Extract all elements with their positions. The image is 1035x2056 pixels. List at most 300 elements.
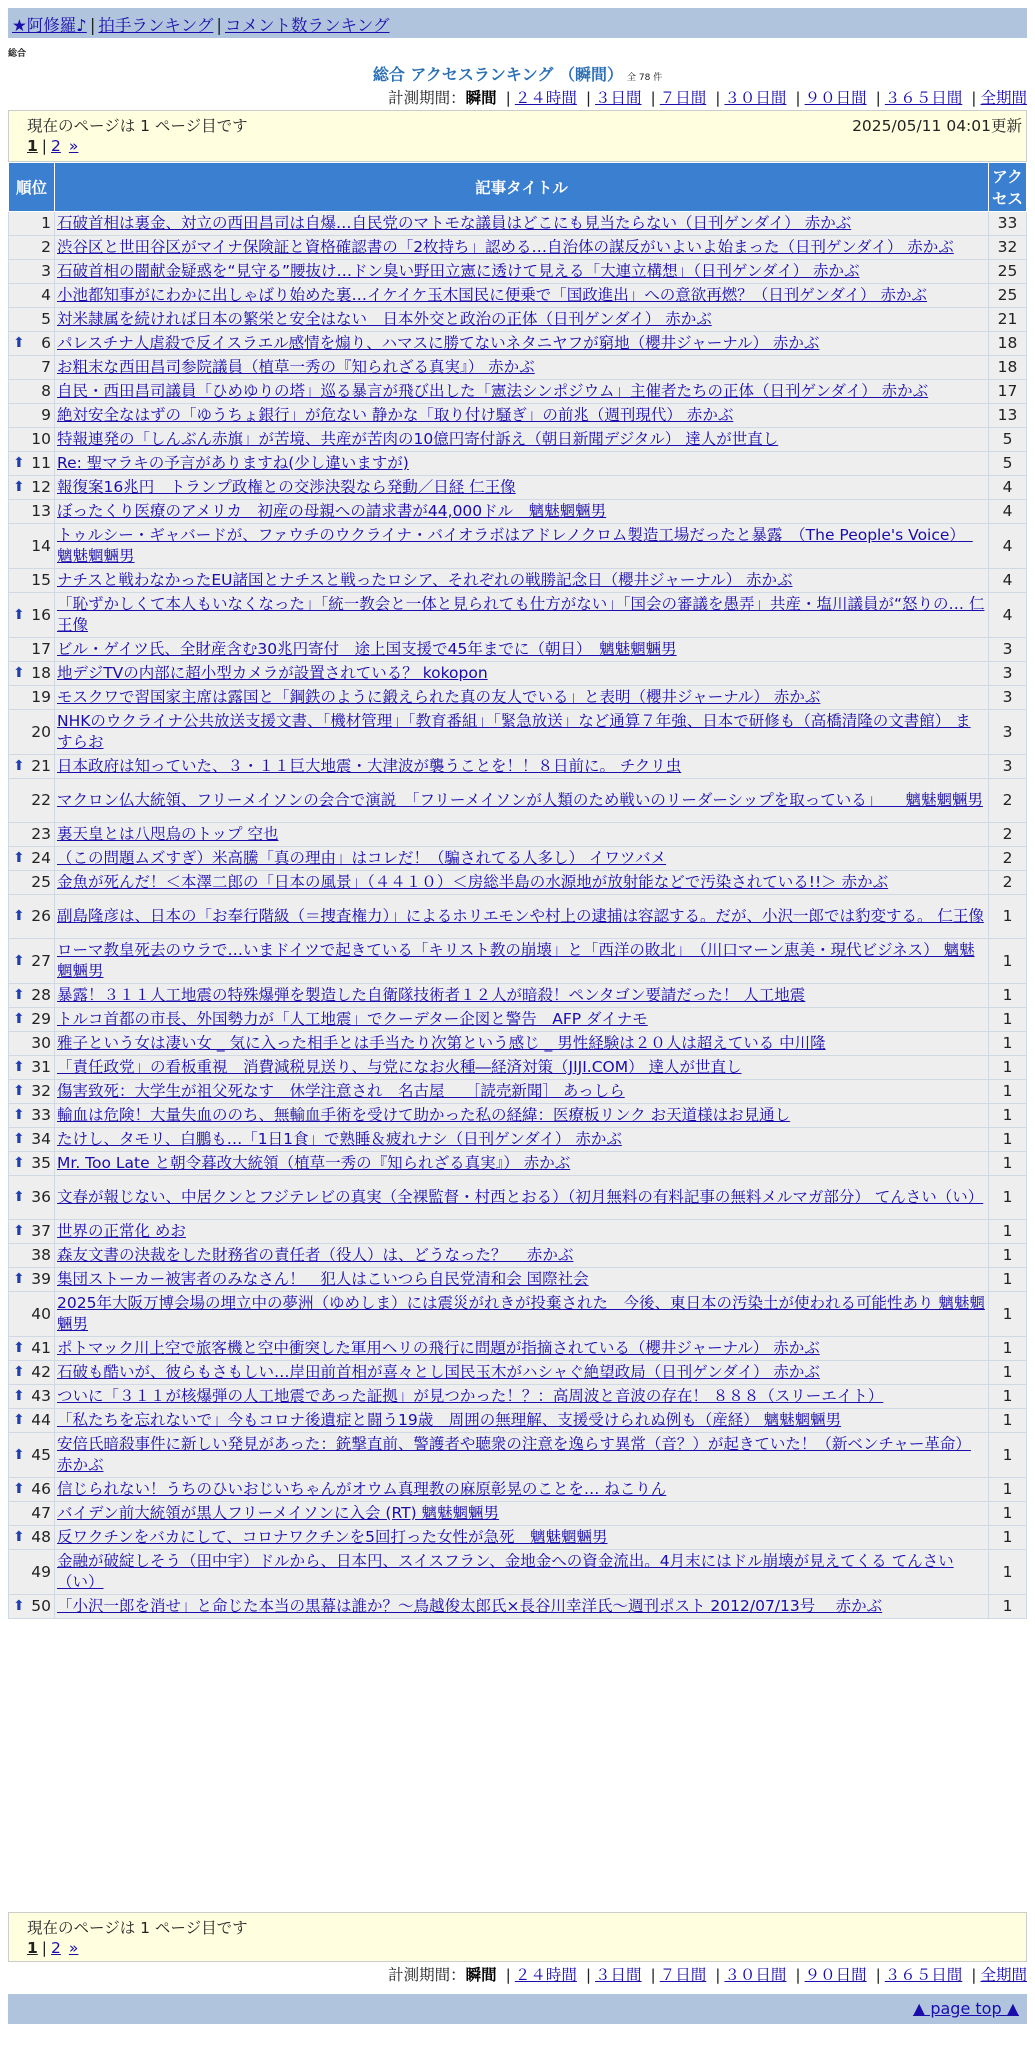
article-title-link[interactable]: 集団ストーカー被害者のみなさん！ 犯人はこいつら自民党清和会 国際社会 [57, 1270, 589, 1288]
article-title-link[interactable]: 対米隷属を続ければ日本の繁栄と安全はない 日本外交と政治の正体（日刊ゲンダイ） 赤かぶ [57, 310, 712, 328]
rank-cell [9, 476, 55, 500]
rank-up-arrow-icon: ⬆ [13, 1223, 25, 1239]
access-count: 3 [989, 638, 1027, 662]
access-count: 1 [989, 1550, 1027, 1595]
table-row [9, 524, 1027, 569]
rank-cell [9, 1244, 55, 1268]
rank-cell [9, 710, 55, 755]
article-title-link[interactable]: 「私たちを忘れないで」今もコロナ後遺症と闘う19歳 周囲の無理解、支援受けられぬ例も（産経） 魑魅魍魎男 [57, 1411, 842, 1429]
rank-up-arrow-icon: ⬆ [13, 1131, 25, 1147]
access-count: 25 [989, 284, 1027, 308]
title-cell [55, 1032, 989, 1056]
title-cell [55, 1433, 989, 1478]
access-count: 2 [989, 823, 1027, 847]
article-title-link[interactable]: パレスチナ人虐殺で反イスラエル感情を煽り、ハマスに勝てないネタニヤフが窮地（櫻井ジャーナル） 赤かぶ [57, 334, 820, 352]
page-info-text: 現在のページは 1 ページ目です [27, 1919, 248, 1937]
rank-cell [9, 1550, 55, 1595]
article-title-link[interactable]: 森友文書の決裁をした財務省の責任者（役人）は、どうなった？ 赤かぶ [57, 1246, 574, 1264]
article-title-link[interactable]: 石破首相は裏金、対立の西田昌司は自爆…自民党のマトモな議員はどこにも見当たらない（日刊ゲンダイ） 赤かぶ [57, 214, 852, 232]
period-link-365d[interactable]: ３６５日間 [884, 1966, 963, 1984]
rank-up-arrow-icon: ⬆ [13, 455, 25, 471]
table-row [9, 1176, 1027, 1220]
rank-number: 12 [31, 478, 51, 496]
period-current: 瞬間 [465, 89, 497, 107]
table-row [9, 500, 1027, 524]
clap-ranking-link[interactable]: 拍手ランキング [98, 16, 214, 35]
ranking-title: 総合 アクセスランキング （瞬間） [372, 65, 623, 84]
article-title-link[interactable]: 裏天皇とは八咫烏のトップ 空也 [57, 825, 279, 843]
rank-cell [9, 662, 55, 686]
period-link-90d[interactable]: ９０日間 [804, 1966, 867, 1984]
access-count: 4 [989, 500, 1027, 524]
period-link-24h[interactable]: ２４時間 [514, 1966, 577, 1984]
rank-up-arrow-icon: ⬆ [13, 1189, 25, 1205]
access-count: 3 [989, 755, 1027, 779]
article-title-link[interactable]: 傷害致死：大学生が祖父死なす 休学注意され 名古屋 ［読売新聞］ あっしら [57, 1082, 625, 1100]
article-title-link[interactable]: 雅子という女は凄い女 _ 気に入った相手とは手当たり次第という感じ _ 男性経験は２０人は超えている 中川隆 [57, 1034, 826, 1052]
updated-timestamp: 2025/05/11 04:01更新 [852, 117, 1022, 135]
title-cell [55, 1244, 989, 1268]
table-row [9, 847, 1027, 871]
article-title-link[interactable]: 信じられない！うちのひいおじいちゃんがオウム真理教の麻原彰晃のことを… ねこりん [57, 1480, 667, 1498]
access-count: 5 [989, 428, 1027, 452]
rank-number: 18 [31, 664, 51, 682]
access-count: 3 [989, 710, 1027, 755]
rank-number: 30 [31, 1034, 51, 1052]
rank-cell [9, 452, 55, 476]
rank-number: 41 [31, 1339, 51, 1357]
article-title-link[interactable]: ぼったくり医療のアメリカ 初産の母親への請求書が44,000ドル 魑魅魍魎男 [57, 502, 607, 520]
pager-page-2[interactable]: 2 [51, 137, 61, 155]
rank-cell [9, 1176, 55, 1220]
title-cell [55, 332, 989, 356]
access-count: 1 [989, 1104, 1027, 1128]
rank-cell [9, 1433, 55, 1478]
period-link-all[interactable]: 全期間 [980, 1966, 1027, 1984]
rank-up-arrow-icon: ⬆ [13, 1155, 25, 1171]
article-title-link[interactable]: 「小沢一郎を消せ」と命じた本当の黒幕は誰か？～鳥越俊太郎氏×長谷川幸洋氏～週刊ポスト 2012/07/13号 赤かぶ [57, 1597, 883, 1615]
article-title-link[interactable]: 輸血は危険！大量失血ののち、無輸血手術を受けて助かった私の経緯：医療板リンク お天道様はお見通し [57, 1106, 791, 1124]
pager: 1 | 2 » [27, 137, 79, 155]
article-title-link[interactable]: 石破も酷いが、彼らもさもしい…岸田前首相が喜々とし国民玉木がハシャぐ絶望政局（日刊ゲンダイ） 赤かぶ [57, 1363, 820, 1381]
title-cell [55, 895, 989, 939]
access-count: 1 [989, 1526, 1027, 1550]
period-link-30d[interactable]: ３０日間 [724, 1966, 787, 1984]
rank-number: 44 [31, 1411, 51, 1429]
rank-number: 46 [31, 1480, 51, 1498]
period-link-3d[interactable]: ３日間 [595, 89, 642, 107]
page-info-box-bottom [8, 1912, 1027, 1962]
rank-cell [9, 524, 55, 569]
access-count: 1 [989, 1152, 1027, 1176]
access-count: 13 [989, 404, 1027, 428]
article-title-link[interactable]: 金魚が死んだ！＜本澤二郎の「日本の風景」（４４１０）＜房総半島の水源地が放射能などで汚染されている!!＞ 赤かぶ [57, 873, 889, 891]
title-cell [55, 1152, 989, 1176]
nav-separator: | [89, 16, 96, 35]
table-row [9, 1152, 1027, 1176]
period-link-90d[interactable]: ９０日間 [804, 89, 867, 107]
article-title-link[interactable]: ついに「３１１が核爆弾の人工地震であった証拠」が見つかった！？：高周波と音波の存在！ ８８８（スリーエイト） [57, 1387, 884, 1405]
rank-cell [9, 356, 55, 380]
title-cell [55, 984, 989, 1008]
table-row [9, 1478, 1027, 1502]
pager-next[interactable]: » [68, 1939, 79, 1957]
period-link-30d[interactable]: ３０日間 [724, 89, 787, 107]
title-cell [55, 1337, 989, 1361]
access-count: 1 [989, 1268, 1027, 1292]
rank-up-arrow-icon: ⬆ [13, 1388, 25, 1404]
period-selector-bottom: 計測期間：瞬間 | ２４時間 | ３日間 | ７日間 | ３０日間 | ９０日間 | ３６５日間 | 全期間 [388, 1966, 1027, 1984]
table-row [9, 404, 1027, 428]
table-row [9, 1056, 1027, 1080]
table-row [9, 308, 1027, 332]
title-cell [55, 1104, 989, 1128]
rank-cell [9, 1008, 55, 1032]
rank-cell [9, 871, 55, 895]
rank-up-arrow-icon: ⬆ [13, 1481, 25, 1497]
table-row [9, 1104, 1027, 1128]
rank-cell [9, 1080, 55, 1104]
rank-cell [9, 404, 55, 428]
title-cell [55, 1176, 989, 1220]
article-title-link[interactable]: 地デジTVの内部に超小型カメラが設置されている？ kokopon [57, 664, 488, 682]
rank-up-arrow-icon: ⬆ [13, 665, 25, 681]
page-info-box [8, 110, 1027, 162]
article-title-link[interactable]: （この問題ムズすぎ）米高騰「真の理由」はコレだ！（騙されてる人多し） イワツバメ [57, 849, 667, 867]
rank-cell [9, 1268, 55, 1292]
rank-cell [9, 500, 55, 524]
rank-up-arrow-icon: ⬆ [13, 335, 25, 351]
article-title-link[interactable]: バイデン前大統領が黒人フリーメイソンに入会 (RT) 魑魅魍魎男 [57, 1504, 500, 1522]
table-row [9, 260, 1027, 284]
rank-number: 40 [31, 1304, 51, 1323]
rank-number: 14 [31, 536, 51, 555]
rank-number: 42 [31, 1363, 51, 1381]
access-count: 1 [989, 1008, 1027, 1032]
table-row [9, 984, 1027, 1008]
access-count: 1 [989, 1244, 1027, 1268]
title-cell [55, 500, 989, 524]
title-cell [55, 1385, 989, 1409]
rank-number: 48 [31, 1528, 51, 1546]
title-cell [55, 1550, 989, 1595]
article-title-link[interactable]: 金融が破綻しそう（田中宇）ドルから、日本円、スイスフラン、金地金への資金流出。4月末にはドル崩壊が見えてくる てんさい（い） [57, 1552, 954, 1591]
access-count: 1 [989, 1220, 1027, 1244]
access-count: 1 [989, 1056, 1027, 1080]
access-count: 32 [989, 236, 1027, 260]
period-link-7d[interactable]: ７日間 [659, 1966, 707, 1984]
article-title-link[interactable]: モスクワで習国家主席は露国と「鋼鉄のように鍛えられた真の友人でいる」と表明（櫻井ジャーナル） 赤かぶ [57, 688, 821, 706]
article-title-link[interactable]: マクロン仏大統領、フリーメイソンの会合で演説 「フリーメイソンが人類のため戦いのリーダーシップを取っている」 魑魅魍魎男 [57, 791, 983, 809]
article-title-link[interactable]: ローマ教皇死去のウラで…いまドイツで起きている「キリスト教の崩壊」と「西洋の敗北」 （川口マーン恵美・現代ビジネス） 魑魅魍魎男 [57, 941, 975, 980]
title-cell [55, 755, 989, 779]
home-link[interactable]: ★阿修羅♪ [12, 16, 87, 35]
article-title-link[interactable]: 文春が報じない、中居クンとフジテレビの真実（全裸監督・村西とおる）（初月無料の有料記事の無料メルマガ部分） てんさい（い） [57, 1188, 984, 1206]
rank-number: 32 [31, 1082, 51, 1100]
access-count: 25 [989, 260, 1027, 284]
table-row [9, 710, 1027, 755]
title-cell [55, 1008, 989, 1032]
rank-up-arrow-icon: ⬆ [13, 606, 25, 623]
access-count: 2 [989, 871, 1027, 895]
rank-cell [9, 332, 55, 356]
rank-cell [9, 823, 55, 847]
article-title-link[interactable]: 石破首相の闇献金疑惑を“見守る”腰抜け…ドン臭い野田立憲に透けて見える「大連立構想」（日刊ゲンダイ） 赤かぶ [57, 262, 860, 280]
rank-cell [9, 1361, 55, 1385]
access-count: 17 [989, 380, 1027, 404]
rank-cell [9, 779, 55, 823]
rank-cell [9, 1128, 55, 1152]
article-title-link[interactable]: 自民・西田昌司議員「ひめゆりの塔」巡る暴言が飛び出した「憲法シンポジウム」主催者たちの正体（日刊ゲンダイ） 赤かぶ [57, 382, 929, 400]
title-cell [55, 593, 989, 638]
table-row [9, 284, 1027, 308]
table-row [9, 476, 1027, 500]
table-row [9, 1220, 1027, 1244]
access-count: 3 [989, 686, 1027, 710]
access-count: 4 [989, 476, 1027, 500]
article-title-link[interactable]: ナチスと戦わなかったEU諸国とナチスと戦ったロシア、それぞれの戦勝記念日（櫻井ジャーナル） 赤かぶ [57, 571, 793, 589]
article-title-link[interactable]: 副島隆彦は、日本の「お奉行階級（＝捜査権力）」によるホリエモンや村上の逮捕は容認する。だが、小沢一郎では豹変する。 仁王像 [57, 907, 984, 925]
title-cell [55, 380, 989, 404]
title-cell [55, 662, 989, 686]
rank-cell [9, 284, 55, 308]
rank-number: 21 [31, 757, 51, 775]
article-title-link[interactable]: お粗末な西田昌司参院議員（植草一秀の『知られざる真実』） 赤かぶ [57, 358, 535, 376]
rank-number: 11 [31, 454, 51, 472]
rank-number: 50 [31, 1597, 51, 1615]
title-cell [55, 404, 989, 428]
article-title-link[interactable]: 絶対安全なはずの「ゆうちょ銀行」が危ない 静かな「取り付け騒ぎ」の前兆（週刊現代） 赤かぶ [57, 406, 734, 424]
access-count: 1 [989, 1032, 1027, 1056]
rank-up-arrow-icon: ⬆ [13, 1340, 25, 1356]
rank-number: 16 [31, 605, 51, 624]
title-cell [55, 476, 989, 500]
rank-cell [9, 428, 55, 452]
rank-cell [9, 1502, 55, 1526]
title-cell [55, 823, 989, 847]
period-label: 計測期間： [388, 1966, 466, 1984]
title-cell [55, 779, 989, 823]
rank-number: 22 [31, 791, 51, 809]
table-row [9, 1337, 1027, 1361]
title-cell [55, 236, 989, 260]
article-title-link[interactable]: 特報連発の「しんぶん赤旗」が苦境、共産が苦肉の10億円寄付訴え（朝日新聞デジタル） 達人が世直し [57, 430, 779, 448]
rank-up-arrow-icon: ⬆ [13, 987, 25, 1003]
table-row [9, 779, 1027, 823]
page-title [0, 62, 1035, 85]
access-count: 33 [989, 212, 1027, 236]
access-count: 4 [989, 524, 1027, 569]
rank-number: 26 [31, 907, 51, 925]
access-count: 5 [989, 452, 1027, 476]
access-count: 2 [989, 847, 1027, 871]
table-row [9, 686, 1027, 710]
article-title-link[interactable]: 世界の正常化 めお [57, 1222, 186, 1240]
access-count: 1 [989, 1080, 1027, 1104]
rank-number: 43 [31, 1387, 51, 1405]
table-row [9, 1385, 1027, 1409]
table-row [9, 662, 1027, 686]
rank-up-arrow-icon: ⬆ [13, 952, 25, 969]
rank-cell [9, 755, 55, 779]
table-row [9, 1292, 1027, 1337]
access-count: 1 [989, 984, 1027, 1008]
table-row [9, 332, 1027, 356]
rank-cell [9, 1385, 55, 1409]
access-count: 1 [989, 939, 1027, 984]
period-link-365d[interactable]: ３６５日間 [884, 89, 963, 107]
title-cell [55, 686, 989, 710]
rank-cell [9, 260, 55, 284]
title-cell [55, 308, 989, 332]
title-cell [55, 452, 989, 476]
access-count: 18 [989, 356, 1027, 380]
access-count: 1 [989, 1502, 1027, 1526]
period-link-3d[interactable]: ３日間 [595, 1966, 642, 1984]
period-link-all[interactable]: 全期間 [980, 89, 1027, 107]
rank-cell [9, 895, 55, 939]
rank-number: 7 [41, 358, 51, 376]
title-cell [55, 1080, 989, 1104]
table-row [9, 1361, 1027, 1385]
table-row [9, 356, 1027, 380]
access-count: 21 [989, 308, 1027, 332]
article-title-link[interactable]: 渋谷区と世田谷区がマイナ保険証と資格確認書の「2枚持ち」認める…自治体の謀反がいよいよ始まった（日刊ゲンダイ） 赤かぶ [57, 238, 954, 256]
rank-number: 39 [31, 1270, 51, 1288]
title-cell [55, 847, 989, 871]
rank-cell [9, 1337, 55, 1361]
page-top-link[interactable]: ▲ page top ▲ [912, 1999, 1019, 2018]
rank-cell [9, 569, 55, 593]
col-header-access: アクセス [989, 163, 1027, 212]
rank-number: 37 [31, 1222, 51, 1240]
article-title-link[interactable]: 2025年大阪万博会場の埋立中の夢洲（ゆめしま）には震災がれきが投棄された 今後、東日本の汚染土が使われる可能性あり 魑魅魍魎男 [57, 1294, 985, 1333]
title-cell [55, 428, 989, 452]
article-title-link[interactable]: トゥルシー・ギャバードが、ファウチのウクライナ・バイオラボはアドレノクロム製造工場だったと暴露 （The People's Voice） 魑魅魍魎男 [57, 526, 973, 565]
rank-cell [9, 593, 55, 638]
rank-up-arrow-icon: ⬆ [13, 1011, 25, 1027]
ranking-body [9, 212, 1027, 1619]
rank-number: 13 [31, 502, 51, 520]
table-row [9, 1268, 1027, 1292]
rank-cell [9, 1292, 55, 1337]
table-row [9, 1502, 1027, 1526]
title-cell [55, 638, 989, 662]
rank-number: 45 [31, 1445, 51, 1464]
table-row [9, 236, 1027, 260]
table-row [9, 1409, 1027, 1433]
article-title-link[interactable]: 反ワクチンをバカにして、コロナワクチンを5回打った女性が急死 魑魅魍魎男 [57, 1528, 608, 1546]
table-row [9, 593, 1027, 638]
table-row [9, 1595, 1027, 1619]
table-row [9, 1080, 1027, 1104]
col-header-title: 記事タイトル [55, 163, 989, 212]
rank-cell [9, 984, 55, 1008]
rank-number: 24 [31, 849, 51, 867]
rank-cell [9, 212, 55, 236]
rank-cell [9, 638, 55, 662]
article-title-link[interactable]: Mr. Too Late と朝令暮改大統領（植草一秀の『知られざる真実』） 赤かぶ [57, 1154, 571, 1172]
article-title-link[interactable]: 暴露！３１１人工地震の特殊爆弾を製造した自衛隊技術者１２人が暗殺！ペンタゴン要請だった！ 人工地震 [57, 986, 806, 1004]
rank-up-arrow-icon: ⬆ [13, 1107, 25, 1123]
article-title-link[interactable]: Re: 聖マラキの予言がありますね(少し違いますが) [57, 454, 409, 472]
pager-next[interactable]: » [68, 137, 79, 155]
rank-number: 6 [41, 334, 51, 352]
rank-number: 27 [31, 951, 51, 970]
article-title-link[interactable]: 小池都知事がにわかに出しゃばり始めた裏…イケイケ玉木国民に便乗で「国政進出」への意欲再燃？（日刊ゲンダイ） 赤かぶ [57, 286, 927, 304]
col-header-rank: 順位 [9, 163, 55, 212]
table-row [9, 1244, 1027, 1268]
pager-bottom: 1 | 2 » [27, 1939, 79, 1957]
table-row [9, 452, 1027, 476]
table-row [9, 823, 1027, 847]
access-count: 4 [989, 593, 1027, 638]
article-title-link[interactable]: NHKのウクライナ公共放送支援文書、「機材管理」「教育番組」「緊急放送」など通算７年強、日本で研修も（高橋清隆の文書館） ますらお [57, 712, 971, 751]
article-title-link[interactable]: たけし、タモリ、白鵬も…「1日1食」で熟睡＆疲れナシ（日刊ゲンダイ） 赤かぶ [57, 1130, 622, 1148]
access-count: 1 [989, 1595, 1027, 1619]
title-cell [55, 1409, 989, 1433]
table-row [9, 212, 1027, 236]
period-link-7d[interactable]: ７日間 [659, 89, 707, 107]
title-cell [55, 212, 989, 236]
article-title-link[interactable]: ビル・ゲイツ氏、全財産含む30兆円寄付 途上国支援で45年までに（朝日） 魑魅魍魎男 [57, 640, 677, 658]
rank-number: 47 [31, 1504, 51, 1522]
period-link-24h[interactable]: ２４時間 [514, 89, 577, 107]
rank-up-arrow-icon: ⬆ [13, 758, 25, 774]
rank-cell [9, 939, 55, 984]
title-cell [55, 1361, 989, 1385]
access-count: 1 [989, 1337, 1027, 1361]
title-cell [55, 1268, 989, 1292]
pager-page-2[interactable]: 2 [51, 1939, 61, 1957]
rank-up-arrow-icon: ⬆ [13, 1598, 25, 1614]
title-cell [55, 356, 989, 380]
rank-number: 29 [31, 1010, 51, 1028]
rank-cell [9, 686, 55, 710]
top-nav-bar [8, 8, 1027, 38]
rank-cell [9, 308, 55, 332]
comment-ranking-link[interactable]: コメント数ランキング [224, 16, 390, 35]
article-title-link[interactable]: 「責任政党」の看板重視 消費減税見送り、与党になお火種―経済対策（JIJI.COM） 達人が世直し [57, 1058, 742, 1076]
article-title-link[interactable]: 安倍氏暗殺事件に新しい発見があった：銃撃直前、警護者や聴衆の注意を逸らす異常（音？）が起きていた！（新ベンチャー革命） 赤かぶ [57, 1435, 971, 1474]
rank-number: 4 [41, 286, 51, 304]
title-cell [55, 1502, 989, 1526]
rank-cell [9, 236, 55, 260]
article-title-link[interactable]: ポトマック川上空で旅客機と空中衝突した軍用ヘリの飛行に問題が指摘されている（櫻井ジャーナル） 赤かぶ [57, 1339, 820, 1357]
title-cell [55, 871, 989, 895]
article-title-link[interactable]: 「恥ずかしくて本人もいなくなった」「統一教会と一体と見られても仕方がない」「国会の審議を愚弄」共産・塩川議員が“怒りの… 仁王像 [57, 595, 985, 634]
access-count: 1 [989, 1409, 1027, 1433]
rank-number: 36 [31, 1188, 51, 1206]
article-title-link[interactable]: トルコ首都の市長、外国勢力が「人工地震」でクーデター企図と警告 AFP ダイナモ [57, 1010, 648, 1028]
title-cell [55, 1478, 989, 1502]
rank-up-arrow-icon: ⬆ [13, 1059, 25, 1075]
access-count: 3 [989, 662, 1027, 686]
title-cell [55, 569, 989, 593]
table-row [9, 1128, 1027, 1152]
access-count: 1 [989, 1433, 1027, 1478]
rank-cell [9, 380, 55, 404]
rank-number: 35 [31, 1154, 51, 1172]
title-cell [55, 1526, 989, 1550]
rank-number: 38 [31, 1246, 51, 1264]
period-current: 瞬間 [465, 1966, 497, 1984]
category-label: 総合 [8, 49, 27, 59]
article-title-link[interactable]: 日本政府は知っていた、３・１１巨大地震・大津波が襲うことを！！８日前に。 チクリ虫 [57, 757, 682, 775]
access-count: 1 [989, 1385, 1027, 1409]
table-row [9, 1526, 1027, 1550]
article-title-link[interactable]: 報復案16兆円 トランプ政権との交渉決裂なら発動／日経 仁王像 [57, 478, 516, 496]
